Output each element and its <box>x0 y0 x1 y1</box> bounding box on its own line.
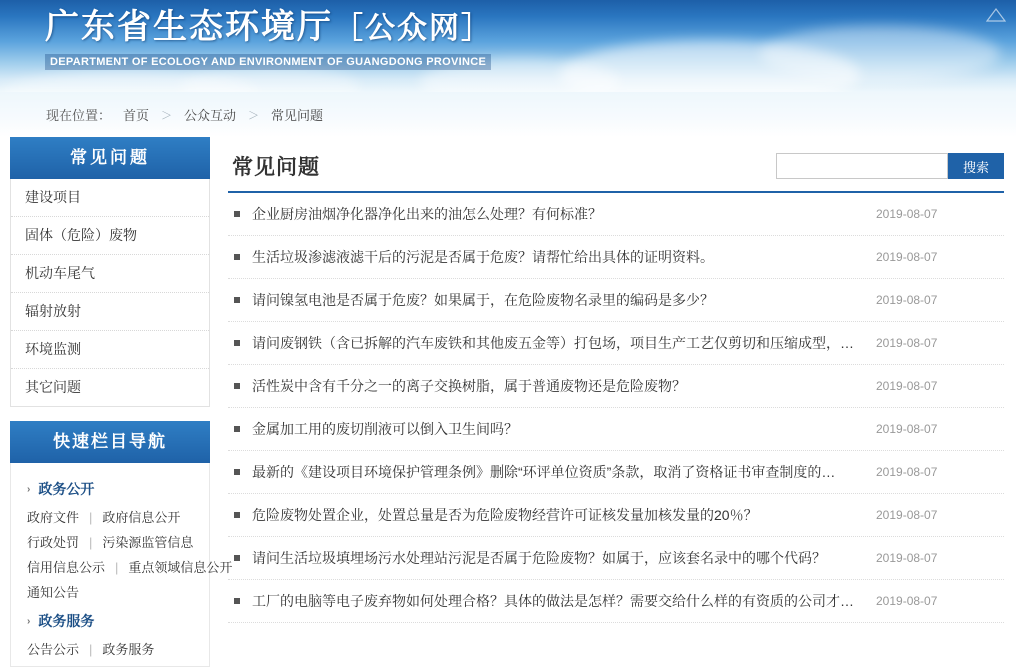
bullet-icon <box>234 383 240 389</box>
list-item[interactable] <box>228 236 1004 279</box>
search-input[interactable] <box>776 153 948 179</box>
sidebar-item-environmental-monitoring[interactable]: 环境监测 <box>11 331 209 369</box>
list-item[interactable] <box>228 580 1004 623</box>
main-content <box>228 137 1004 623</box>
breadcrumb-label: 现在位置： <box>46 108 112 123</box>
bullet-icon <box>234 297 240 303</box>
faq-date: 2019-08-07 <box>876 551 938 565</box>
bullet-icon <box>234 426 240 432</box>
quick-link-credit-info-publicity[interactable]: 信用信息公示 <box>27 560 106 575</box>
quick-nav-row <box>27 505 209 530</box>
page-body <box>0 137 1016 667</box>
quick-nav-group-label: 政务服务 <box>38 613 95 629</box>
sidebar <box>10 137 233 667</box>
quick-nav-row <box>27 637 209 662</box>
search-box <box>776 153 1004 179</box>
cloud-decoration <box>760 26 1000 82</box>
list-item[interactable] <box>228 279 1004 322</box>
sidebar-item-other-questions[interactable]: 其它问题 <box>25 379 81 395</box>
faq-date: 2019-08-07 <box>876 336 938 350</box>
chevron-right-icon: › <box>27 483 31 495</box>
faq-date: 2019-08-07 <box>876 379 938 393</box>
sidebar-menu <box>10 179 210 407</box>
breadcrumb <box>0 92 1016 137</box>
quick-nav-row <box>27 580 209 605</box>
sidebar-item-construction-project[interactable]: 建设项目 <box>11 179 209 217</box>
faq-date: 2019-08-07 <box>876 293 938 307</box>
faq-link[interactable]: 最新的《建设项目环境保护管理条例》删除“环评单位资质”条款，取消了资格证书审查制度的… <box>252 464 836 480</box>
sidebar-item-radiation[interactable]: 辐射放射 <box>11 293 209 331</box>
quick-nav <box>10 421 233 667</box>
faq-link[interactable]: 企业厨房油烟净化器净化出来的油怎么处理？有何标准？ <box>252 206 602 222</box>
quick-nav-row <box>27 555 233 580</box>
bullet-icon <box>234 598 240 604</box>
bullet-icon <box>234 254 240 260</box>
site-title-cn-text: 广东省生态环境厅 <box>45 9 333 46</box>
site-title-en: DEPARTMENT OF ECOLOGY AND ENVIRONMENT OF GUANGDONG PROVINCE <box>45 54 491 70</box>
bullet-icon <box>234 340 240 346</box>
quick-link-government-info-disclosure[interactable]: 政府信息公开 <box>102 510 181 525</box>
quick-nav-group-government-services[interactable] <box>11 605 209 637</box>
sidebar-item-vehicle-exhaust[interactable]: 机动车尾气 <box>11 255 209 293</box>
list-item[interactable] <box>228 193 1004 236</box>
link-separator: | <box>89 535 93 550</box>
quick-nav-body <box>10 463 233 667</box>
faq-link[interactable]: 生活垃圾渗滤液滤干后的污泥是否属于危废？请帮忙给出具体的证明资料。 <box>252 249 714 265</box>
quick-link-government-services[interactable]: 政务服务 <box>102 642 155 657</box>
quick-link-announcement-publicity[interactable]: 公告公示 <box>27 642 80 657</box>
breadcrumb-separator: ＞ <box>161 109 173 122</box>
content-header <box>228 151 1004 193</box>
list-item[interactable] <box>228 322 1004 365</box>
faq-link[interactable]: 活性炭中含有千分之一的离子交换树脂，属于普通废物还是危险废物？ <box>252 378 686 394</box>
quick-nav-group-label: 政务公开 <box>38 481 95 497</box>
faq-link[interactable]: 工厂的电脑等电子废弃物如何处理合格？具体的做法是怎样？需要交给什么样的有资质的公司才… <box>252 593 854 609</box>
link-separator: | <box>115 560 119 575</box>
ribbon-icon <box>986 8 1006 22</box>
breadcrumb-item-public-interaction[interactable]: 公众互动 <box>184 108 237 123</box>
site-title-bracket: ［公众网］ <box>333 12 493 45</box>
list-item[interactable] <box>228 494 1004 537</box>
faq-link[interactable]: 危险废物处置企业，处置总量是否为危险废物经营许可证核发量加核发量的20％？ <box>252 507 758 523</box>
quick-nav-group-government-affairs-disclosure[interactable] <box>11 473 209 505</box>
site-logo[interactable] <box>45 8 493 70</box>
list-item[interactable] <box>228 365 1004 408</box>
site-title-cn <box>45 8 493 49</box>
quick-link-administrative-penalty[interactable]: 行政处罚 <box>27 535 80 550</box>
faq-date: 2019-08-07 <box>876 250 938 264</box>
quick-nav-title: 快速栏目导航 <box>10 421 210 463</box>
list-item[interactable] <box>228 408 1004 451</box>
bullet-icon <box>234 512 240 518</box>
quick-nav-row <box>27 530 209 555</box>
search-button[interactable]: 搜索 <box>948 153 1004 179</box>
chevron-right-icon: › <box>27 615 31 627</box>
faq-date: 2019-08-07 <box>876 594 938 608</box>
site-header <box>0 0 1016 92</box>
list-item[interactable] <box>228 537 1004 580</box>
quick-link-pollution-source-supervision[interactable]: 污染源监管信息 <box>102 535 194 550</box>
bullet-icon <box>234 211 240 217</box>
bullet-icon <box>234 469 240 475</box>
link-separator: | <box>89 642 93 657</box>
quick-link-government-documents[interactable]: 政府文件 <box>27 510 80 525</box>
faq-list <box>228 193 1004 623</box>
faq-date: 2019-08-07 <box>876 422 938 436</box>
quick-nav-links-disclosure <box>11 505 233 605</box>
faq-link[interactable]: 请问镍氢电池是否属于危废？如果属于，在危险废物名录里的编码是多少？ <box>252 292 714 308</box>
breadcrumb-item-current: 常见问题 <box>271 108 324 123</box>
faq-date: 2019-08-07 <box>876 465 938 479</box>
sidebar-item-solid-hazardous-waste[interactable]: 固体（危险）废物 <box>11 217 209 255</box>
link-separator: | <box>89 510 93 525</box>
page-title: 常见问题 <box>232 156 320 179</box>
bullet-icon <box>234 555 240 561</box>
faq-date: 2019-08-07 <box>876 508 938 522</box>
quick-nav-links-services <box>11 637 209 662</box>
faq-link[interactable]: 请问生活垃圾填埋场污水处理站污泥是否属于危险废物？如属于，应该套名录中的哪个代码？ <box>252 550 826 566</box>
faq-link[interactable]: 金属加工用的废切削液可以倒入卫生间吗？ <box>252 421 518 437</box>
sidebar-panel-title: 常见问题 <box>10 137 210 179</box>
faq-date: 2019-08-07 <box>876 207 938 221</box>
list-item[interactable] <box>228 451 1004 494</box>
quick-link-key-area-disclosure[interactable]: 重点领域信息公开 <box>128 560 233 575</box>
breadcrumb-separator: ＞ <box>248 109 260 122</box>
breadcrumb-item-home[interactable]: 首页 <box>123 108 150 123</box>
quick-link-notice-announcement[interactable]: 通知公告 <box>27 585 80 600</box>
faq-link[interactable]: 请问废钢铁（含已拆解的汽车废铁和其他废五金等）打包场，项目生产工艺仅剪切和压缩成型，… <box>252 335 854 351</box>
